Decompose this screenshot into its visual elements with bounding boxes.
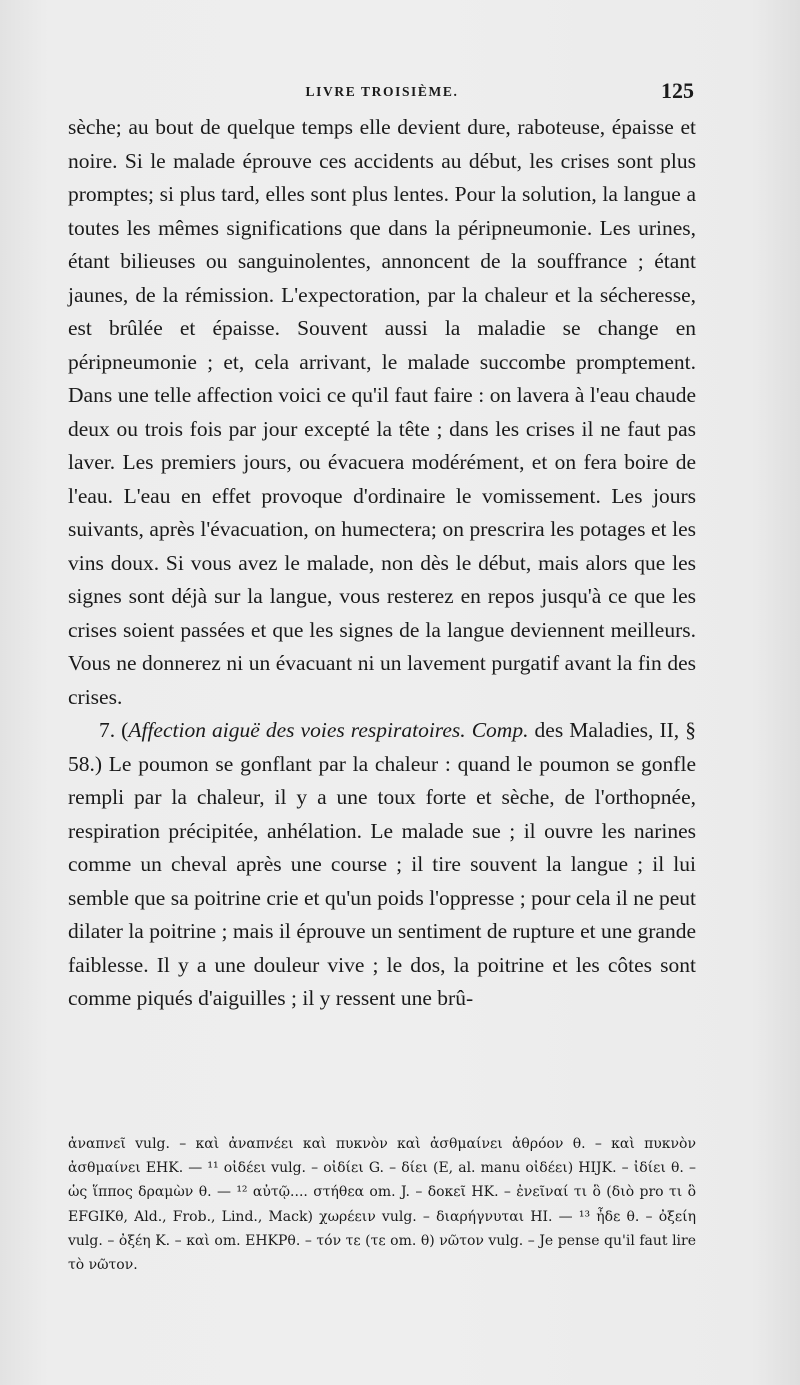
section-title: Affection aiguë des voies respiratoires. Comp. xyxy=(128,718,529,742)
section-number: 7. ( xyxy=(99,718,129,742)
footnotes xyxy=(68,1132,696,1277)
page-number: 125 xyxy=(661,78,694,103)
page-header xyxy=(68,78,696,104)
section-text: des Maladies, II, § 58.) Le poumon se gonflant par la chaleur : quand le poumon se gonfle rempli par la chaleur, il y a une toux forte et sèche, de l'orthopnée, respiration précipitée, anhélation. Le malade sue ; il ouvre les narines comme un cheval après une course ; il tire souvent la langue ; il lui semble que sa poitrine crie et qu'un poids l'oppresse ; pour cela il ne peut dilater la poitrine ; mais il éprouve un sentiment de rupture et une grande faiblesse. Il y a une douleur vive ; le dos, la poitrine et les côtes sont comme piqués d'aiguilles ; il y ressent une brû- xyxy=(68,718,696,1010)
paragraph-section-7 xyxy=(68,714,696,1016)
footnote-text: ἀναπνεῖ vulg. – καὶ ἀναπνέει καὶ πυκνὸν καὶ ἀσθμαίνει ἀθρόον θ. – καὶ πυκνὸν ἀσθμαίνει EHK. — ¹¹ οἰδέει vulg. – οἰδίει G. – δίει (E, al. manu οἰδέει) HIJK. – ἰδίει θ. – ὡς ἵππος δραμὼν θ. — ¹² αὐτῷ.... στήθεα om. J. – δοκεῖ HK. – ἐνεῖναί τι ὃ (διὸ pro τι ὃ EFGIKθ, Ald., Frob., Lind., Mack) χωρέειν vulg. – διαρήγνυται HI. — ¹³ ἦδε θ. – ὀξείη vulg. – ὀξέη K. – καὶ om. EHKPθ. – τόν τε (τε om. θ) νῶτον vulg. – Je pense qu'il faut lire τὸ νῶτον. xyxy=(68,1136,696,1274)
running-title: LIVRE TROISIÈME. xyxy=(305,84,459,99)
body-text xyxy=(68,111,696,1016)
paragraph-continuation: sèche; au bout de quelque temps elle devient dure, raboteuse, épaisse et noire. Si le malade éprouve ces accidents au début, les crises sont plus promptes; si plus tard, elles sont plus lentes. Pour la solution, la langue a toutes les mêmes significations que dans la péripneumonie. Les urines, étant bilieuses ou sanguinolentes, annoncent de la souffrance ; étant jaunes, de la rémission. L'expectoration, par la chaleur et la sécheresse, est brûlée et épaisse. Souvent aussi la maladie se change en péripneumonie ; et, cela arrivant, le malade succombe promptement. Dans une telle affection voici ce qu'il faut faire : on lavera à l'eau chaude deux ou trois fois par jour excepté la tête ; dans les crises il ne faut pas laver. Les premiers jours, ou évacuera modérément, et on fera boire de l'eau. L'eau en effet provoque d'ordinaire le vomissement. Les jours suivants, après l'évacuation, on humectera; on prescrira les potages et les vins doux. Si vous avez le malade, non dès le début, mais alors que les signes sont déjà sur la langue, vous resterez en repos jusqu'à ce que les crises soient passées et que les signes de la langue deviennent meilleurs. Vous ne donnerez ni un évacuant ni un lavement purgatif avant la fin des crises. xyxy=(68,115,696,709)
